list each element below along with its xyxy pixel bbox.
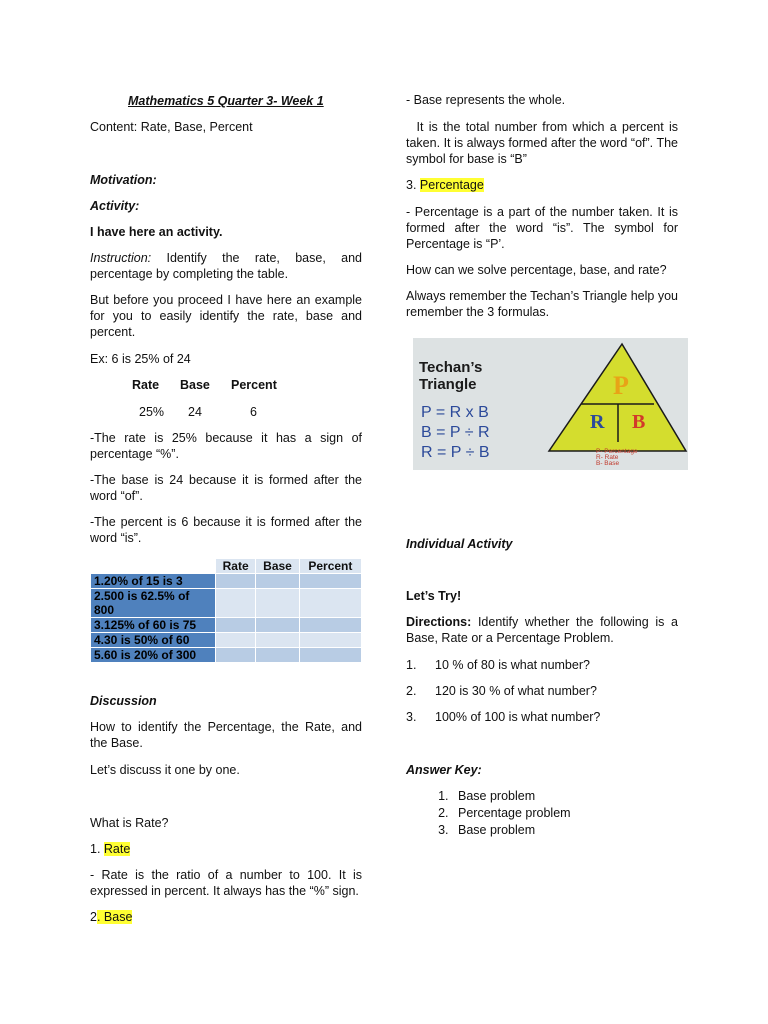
directions-label: Directions: [406,615,472,629]
what-is-rate: What is Rate? [90,816,169,830]
problem-number: 3. [406,710,417,724]
explanation-base: -The base is 24 because it is formed after the word “of”. [90,473,362,503]
table-row-label: 2.500 is 62.5% of 800 [91,589,216,618]
motivation-heading: Motivation: [90,173,157,187]
explanation-rate: -The rate is 25% because it has a sign of percentage “%”. [90,431,362,461]
example-line: Ex: 6 is 25% of 24 [90,352,191,366]
table-cell-base[interactable] [256,589,300,618]
directions-paragraph [406,614,678,646]
base-definition: It is the total number from which a percent is taken. It is always formed after the word “of”. The symbol for base is “B” [406,120,682,166]
techans-triangle-image [413,338,688,470]
rate-number: 1. [90,842,104,856]
discussion-text: How to identify the Percentage, the Rate, and the Base. [90,720,362,750]
techans-triangle-graphic [413,338,688,470]
table-cell-rate[interactable] [216,648,256,663]
table-row [91,574,362,589]
how-solve-line: How can we solve percentage, base, and rate? [406,263,667,277]
table-header-rate: Rate [216,559,256,574]
answer-list [406,788,571,839]
discussion-heading: Discussion [90,694,157,708]
formula-percentage: P = R x B [421,404,489,421]
rate-definition: - Rate is the ratio of a number to 100. It is expressed in percent. It always has the “%” sign. [90,868,362,898]
content-line: Content: Rate, Base, Percent [90,120,253,134]
explanation-percent: -The percent is 6 because it is formed after the word “is”. [90,515,362,545]
table-cell-percent[interactable] [299,618,361,633]
table-row-label: 5.60 is 20% of 300 [91,648,216,663]
example-header-rate: Rate [132,378,160,392]
activity-intro: I have here an activity. [90,225,223,239]
rate-label: Rate [103,842,131,856]
percentage-definition: - Percentage is a part of the number taken. It is formed after the word “is”. The symbol for Percentage is “P’. [406,205,678,251]
table-cell-rate[interactable] [216,618,256,633]
answer-item: 2. Percentage problem [452,805,571,822]
problem-text: 120 is 30 % of what number? [435,684,597,698]
table-header-percent: Percent [299,559,361,574]
page-title: Mathematics 5 Quarter 3- Week 1 [128,94,324,108]
discuss-one-line: Let’s discuss it one by one. [90,763,240,777]
table-cell-rate[interactable] [216,574,256,589]
problem-number: 1. [406,658,417,672]
table-row [91,618,362,633]
activity-table [90,558,362,663]
rate-heading [90,841,130,857]
example-header-percent: Percent [231,378,277,392]
answer-item: 3. Base problem [452,822,571,839]
base-heading [90,909,132,925]
table-row-label: 3.125% of 60 is 75 [91,618,216,633]
triangle-letter-r: R [590,411,605,433]
problem-item [406,683,597,699]
example-value-percent: 6 [250,405,257,419]
table-cell-percent[interactable] [299,648,361,663]
example-value-base: 24 [188,405,202,419]
triangle-letter-p: P [613,371,629,400]
percentage-number: 3. [406,178,420,192]
instruction-label: Instruction: [90,251,152,265]
problem-text: 100% of 100 is what number? [435,710,601,724]
percentage-label: Percentage [419,178,484,192]
table-row-label: 4.30 is 50% of 60 [91,633,216,648]
triangle-letter-b: B [632,411,646,433]
triangle-legend-r: R- Rate [596,454,619,461]
base-label: . Base [96,910,133,924]
triangle-title-line2: Triangle [419,376,477,393]
directions-text: Identify whether the following is a Base, Rate or a Percentage Problem. [406,615,678,645]
instruction-paragraph [90,250,362,282]
triangle-legend-b: B- Base [596,460,620,467]
example-header-base: Base [180,378,210,392]
table-cell-percent[interactable] [299,574,361,589]
problem-item [406,709,600,725]
table-cell-base[interactable] [256,633,300,648]
table-cell-base[interactable] [256,618,300,633]
activity-heading: Activity: [90,199,140,213]
table-row [91,589,362,618]
instruction-text: Identify the rate, base, and percentage by completing the table. [90,251,362,281]
answer-item: 1. Base problem [452,788,571,805]
problem-item [406,657,590,673]
table-cell-percent[interactable] [299,633,361,648]
table-row-label: 1.20% of 15 is 3 [91,574,216,589]
example-intro: But before you proceed I have here an example for you to easily identify the rate, base and percent. [90,293,362,339]
table-cell-percent[interactable] [299,589,361,618]
problem-number: 2. [406,684,417,698]
formula-rate: R = P ÷ B [421,444,490,461]
individual-activity-heading: Individual Activity [406,537,513,551]
answer-key-heading: Answer Key: [406,763,482,777]
table-cell-rate[interactable] [216,589,256,618]
table-cell-base[interactable] [256,574,300,589]
base-whole-line: - Base represents the whole. [406,93,566,107]
table-corner [91,559,216,574]
problem-text: 10 % of 80 is what number? [435,658,590,672]
example-value-rate: 25% [139,405,165,419]
table-cell-base[interactable] [256,648,300,663]
formula-base: B = P ÷ R [421,424,490,441]
lets-try-heading: Let’s Try! [406,589,462,603]
table-row [91,648,362,663]
table-row [91,633,362,648]
percentage-heading [406,177,484,193]
triangle-title-line1: Techan’s [419,359,483,376]
table-cell-rate[interactable] [216,633,256,648]
table-header-base: Base [256,559,300,574]
base-number: 2 [90,910,97,924]
remember-line: Always remember the Techan’s Triangle help you remember the 3 formulas. [406,289,678,319]
triangle-legend-p: P- Percentage [596,448,638,455]
